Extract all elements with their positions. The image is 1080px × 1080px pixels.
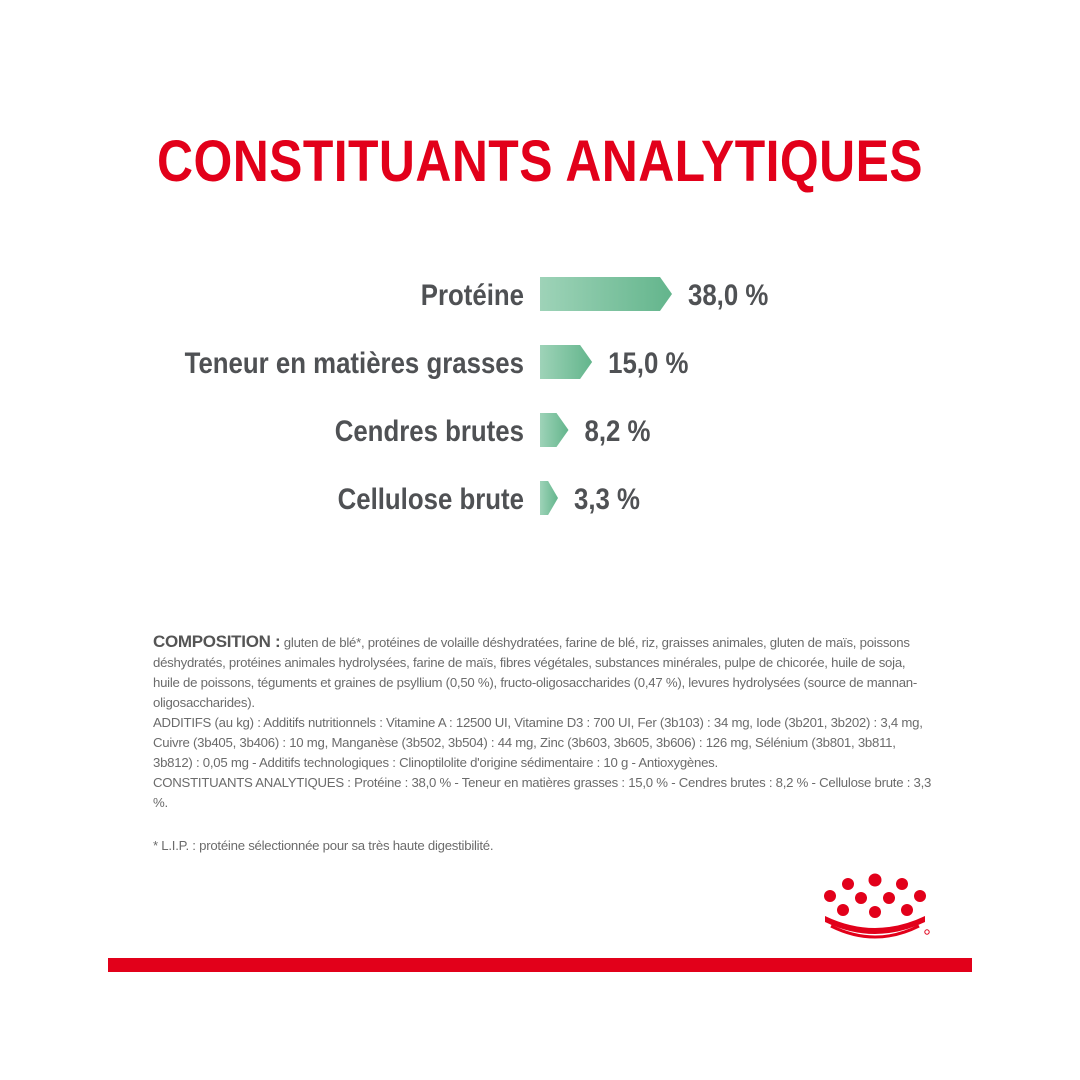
bar-2 [540, 413, 568, 447]
value-label: 8,2 % [584, 415, 651, 448]
category-label: Teneur en matières grasses [184, 347, 524, 380]
bar-3 [540, 481, 558, 515]
page-title: CONSTITUANTS ANALYTIQUES [157, 129, 923, 194]
footnote: * L.I.P. : protéine sélectionnée pour sa très haute digestibilité. [153, 838, 494, 853]
royal-canin-crown-icon [815, 870, 935, 940]
bar-0 [540, 277, 672, 311]
composition-text: gluten de blé*, protéines de volaille déshydratées, farine de blé, riz, graisses animales, gluten de maïs, poissons déshydratés, protéines animales hydrolysées, farine de maïs, fibres végétales, substances minérales, pulpe de chicorée, huile de soja, huile de poissons, téguments et graines de psyllium (0,50 %), fructo-oligosaccharides (0,47 %), levures hydrolysées (source de mannan-oligosaccharides). [153, 635, 918, 710]
composition-paragraph [153, 632, 933, 713]
category-label: Protéine [420, 279, 524, 312]
composition-heading: COMPOSITION : [153, 632, 281, 651]
category-label: Cellulose brute [337, 483, 524, 516]
nutrient-bar-chart [0, 260, 1080, 550]
constituants-text: CONSTITUANTS ANALYTIQUES : Protéine : 38,0 % - Teneur en matières grasses : 15,0 % - Cendres brutes : 8,2 % - Cellulose brute : 3,3 %. [153, 775, 932, 810]
composition-block [153, 632, 933, 813]
bar-1 [540, 345, 592, 379]
additifs-text: ADDITIFS (au kg) : Additifs nutritionnels : Vitamine A : 12500 UI, Vitamine D3 : 700 UI, Fer (3b103) : 34 mg, Iode (3b201, 3b202) : 3,4 mg, Cuivre (3b405, 3b406) : 10 mg, Manganèse (3b502, 3b504) : 44 mg, Zinc (3b603, 3b605, 3b606) : 126 mg, Sélénium (3b801, 3b811, 3b812) : 0,05 mg - Additifs technologiques : Clinoptilolite d'origine sédimentaire : 10 g - Antioxygènes. [153, 715, 923, 770]
value-label: 15,0 % [608, 347, 689, 380]
value-label: 3,3 % [574, 483, 640, 516]
value-label: 38,0 % [688, 279, 769, 312]
bottom-red-bar [108, 958, 972, 972]
category-label: Cendres brutes [334, 415, 524, 448]
